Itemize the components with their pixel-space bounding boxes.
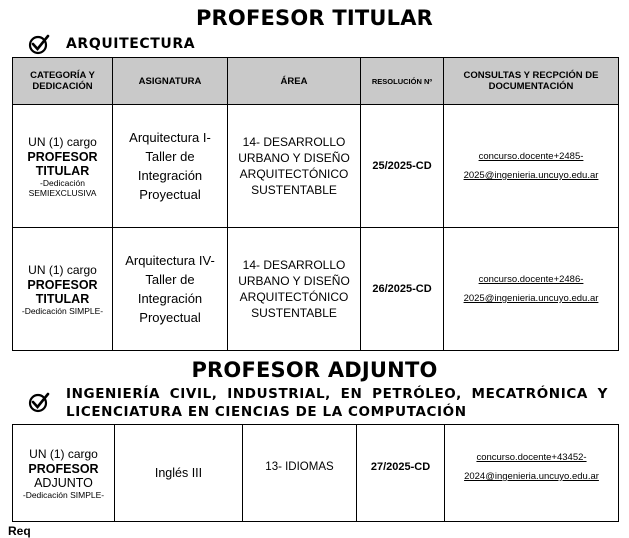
resolution-cell: 25/2025-CD — [361, 105, 444, 228]
adjunto-table — [12, 424, 619, 522]
header-consultas: CONSULTAS Y RECPCIÓN DE DOCUMENTACIÓN — [444, 58, 619, 105]
titular-table — [12, 57, 619, 351]
area-cell: 13- IDIOMAS — [243, 425, 357, 522]
category-role: PROFESOR TITULAR — [27, 150, 98, 178]
category-dedication: -Dedicación SIMPLE- — [21, 306, 104, 316]
email-link[interactable]: concurso.docente+2485-2025@ingenieria.uncuyo.edu.ar — [444, 105, 619, 228]
category-dedication: -Dedicación SEMIEXCLUSIVA — [28, 178, 97, 198]
table-row — [13, 105, 619, 228]
category-role: PROFESOR — [28, 462, 99, 476]
category-count: UN (1) cargo — [28, 135, 97, 149]
category-cell — [13, 105, 113, 228]
table-row — [13, 228, 619, 351]
area-cell: 14- DESARROLLO URBANO Y DISEÑO ARQUITECTÓNICO SUSTENTABLE — [228, 105, 361, 228]
resolution-cell: 27/2025-CD — [357, 425, 445, 522]
table-row — [13, 425, 619, 522]
resolution-cell: 26/2025-CD — [361, 228, 444, 351]
section-label: INGENIERÍA CIVIL, INDUSTRIAL, EN PETRÓLEO, MECATRÓNICA Y LICENCIATURA EN CIENCIAS DE LA COMPUTACIÓN — [66, 386, 608, 420]
page-title-adjunto: PROFESOR ADJUNTO — [191, 358, 438, 382]
category-count: UN (1) cargo — [28, 263, 97, 277]
subject-cell: Inglés III — [115, 425, 243, 522]
header-resolucion: RESOLUCIÓN Nº — [361, 58, 444, 105]
category-role-detail: ADJUNTO — [34, 476, 93, 490]
category-count: UN (1) cargo — [29, 447, 98, 461]
footer-cut-text: Req — [8, 524, 31, 538]
header-asignatura: ASIGNATURA — [113, 58, 228, 105]
category-cell — [13, 425, 115, 522]
page-title-titular: PROFESOR TITULAR — [195, 6, 434, 30]
header-area: ÁREA — [228, 58, 361, 105]
header-categoria: CATEGORÍA Y DEDICACIÓN — [13, 58, 113, 105]
email-link[interactable]: concurso.docente+2486-2025@ingenieria.uncuyo.edu.ar — [444, 228, 619, 351]
subject-cell: Arquitectura IV- Taller de Integración Proyectual — [113, 228, 228, 351]
subject-cell: Arquitectura I- Taller de Integración Proyectual — [113, 105, 228, 228]
section-label: ARQUITECTURA — [66, 36, 196, 52]
area-cell: 14- DESARROLLO URBANO Y DISEÑO ARQUITECTÓNICO SUSTENTABLE — [228, 228, 361, 351]
section-header-arquitectura — [28, 33, 195, 55]
check-circle-icon — [28, 391, 50, 413]
header-row — [13, 58, 619, 105]
category-dedication: -Dedicación SIMPLE- — [22, 490, 105, 500]
category-role: PROFESOR TITULAR — [27, 278, 98, 306]
check-circle-icon — [28, 33, 50, 55]
email-link[interactable]: concurso.docente+43452-2024@ingenieria.uncuyo.edu.ar — [445, 425, 619, 522]
section-header-ingenieria — [28, 385, 608, 421]
category-cell — [13, 228, 113, 351]
